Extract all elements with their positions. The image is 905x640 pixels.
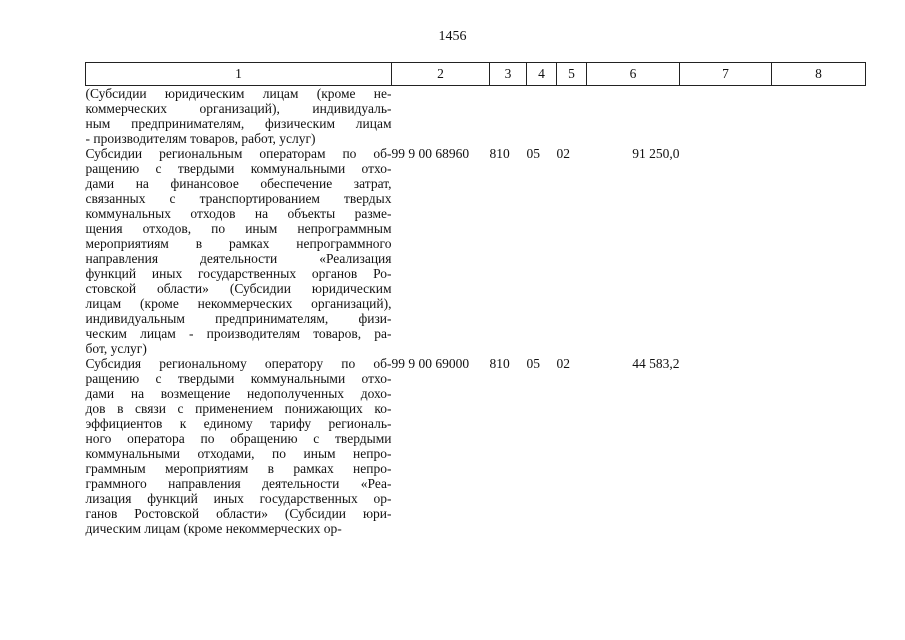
description-line: мероприятиям в рамках непрограммного — [85, 236, 392, 251]
description-line: - производителям товаров, работ, услуг) — [85, 131, 316, 146]
description-line: стовской области» (Субсидии юридическим — [85, 281, 392, 296]
description-line: ным предпринимателям, физическим лицам — [85, 116, 392, 131]
table-row — [86, 86, 866, 147]
description-line: щения отходов, по иным непрограммным — [85, 221, 392, 236]
description-line: лицам (кроме некоммерческих организаций), — [85, 296, 392, 311]
row-amount — [587, 86, 680, 147]
table-row — [86, 146, 866, 356]
row-section — [527, 86, 557, 147]
row-amount: 91 250,0 — [632, 146, 680, 161]
row-col-7 — [680, 146, 772, 356]
row-expense-type — [490, 86, 527, 147]
description-line: коммерческих организаций), индивидуаль- — [85, 101, 392, 116]
description-line: индивидуальным предпринимателям, физи- — [85, 311, 392, 326]
header-row — [86, 63, 866, 86]
row-col-8 — [772, 356, 866, 536]
description-line: эффициентов к единому тарифу региональ- — [85, 416, 392, 431]
row-section: 05 — [526, 356, 540, 371]
row-expense-type: 810 — [489, 356, 510, 371]
row-section: 05 — [526, 146, 540, 161]
header-col-5: 5 — [557, 63, 587, 86]
description-line: граммного направления деятельности «Реа- — [85, 476, 392, 491]
description-line: дами на финансовое обеспечение затрат, — [85, 176, 392, 191]
row-col-8 — [772, 146, 866, 356]
page-number: 1456 — [438, 29, 467, 44]
description-line: коммунальных отходов на объекты разме- — [85, 206, 392, 221]
table-row — [86, 356, 866, 536]
row-col-7 — [680, 86, 772, 147]
description-line: дическим лицам (кроме некоммерческих ор- — [85, 521, 342, 536]
description-line: граммным мероприятиям в рамках непро- — [85, 461, 392, 476]
row-subsection: 02 — [556, 356, 570, 371]
description-line: функций иных государственных органов Ро- — [85, 266, 392, 281]
row-description — [86, 356, 392, 536]
row-target-code: 99 9 00 68960 — [391, 146, 470, 161]
description-line: направления деятельности «Реализация — [85, 251, 392, 266]
header-col-3: 3 — [490, 63, 527, 86]
header-col-7: 7 — [680, 63, 772, 86]
row-subsection — [557, 86, 587, 147]
row-description — [86, 86, 392, 147]
description-line: бот, услуг) — [85, 341, 147, 356]
row-col-8 — [772, 86, 866, 147]
description-line: связанных с транспортированием твердых — [85, 191, 392, 206]
description-line: Субсидии региональным операторам по об- — [85, 146, 392, 161]
table-body — [86, 86, 866, 537]
row-subsection: 02 — [556, 146, 570, 161]
description-line: коммунальными отходами, по иным непро- — [85, 446, 392, 461]
row-description — [86, 146, 392, 356]
description-line: ганов Ростовской области» (Субсидии юри- — [85, 506, 392, 521]
row-col-7 — [680, 356, 772, 536]
description-line: дами на возмещение недополученных дохо- — [85, 386, 392, 401]
description-line: ращению с твердыми коммунальными отхо- — [85, 371, 392, 386]
budget-table — [85, 62, 866, 536]
description-line: (Субсидии юридическим лицам (кроме не- — [85, 86, 392, 101]
description-line: ческим лицам - производителям товаров, ра- — [85, 326, 392, 341]
row-amount: 44 583,2 — [632, 356, 680, 371]
description-line: ного оператора по обращению с твердыми — [85, 431, 392, 446]
description-line: ращению с твердыми коммунальными отхо- — [85, 161, 392, 176]
header-col-6: 6 — [587, 63, 680, 86]
header-col-2: 2 — [392, 63, 490, 86]
description-line: лизация функций иных государственных ор- — [85, 491, 392, 506]
header-col-8: 8 — [772, 63, 866, 86]
row-expense-type: 810 — [489, 146, 510, 161]
header-col-4: 4 — [527, 63, 557, 86]
header-col-1: 1 — [86, 63, 392, 86]
row-target-code: 99 9 00 69000 — [391, 356, 470, 371]
description-line: Субсидия региональному оператору по об- — [85, 356, 392, 371]
row-target-code — [392, 86, 490, 147]
description-line: дов в связи с применением понижающих ко- — [85, 401, 392, 416]
